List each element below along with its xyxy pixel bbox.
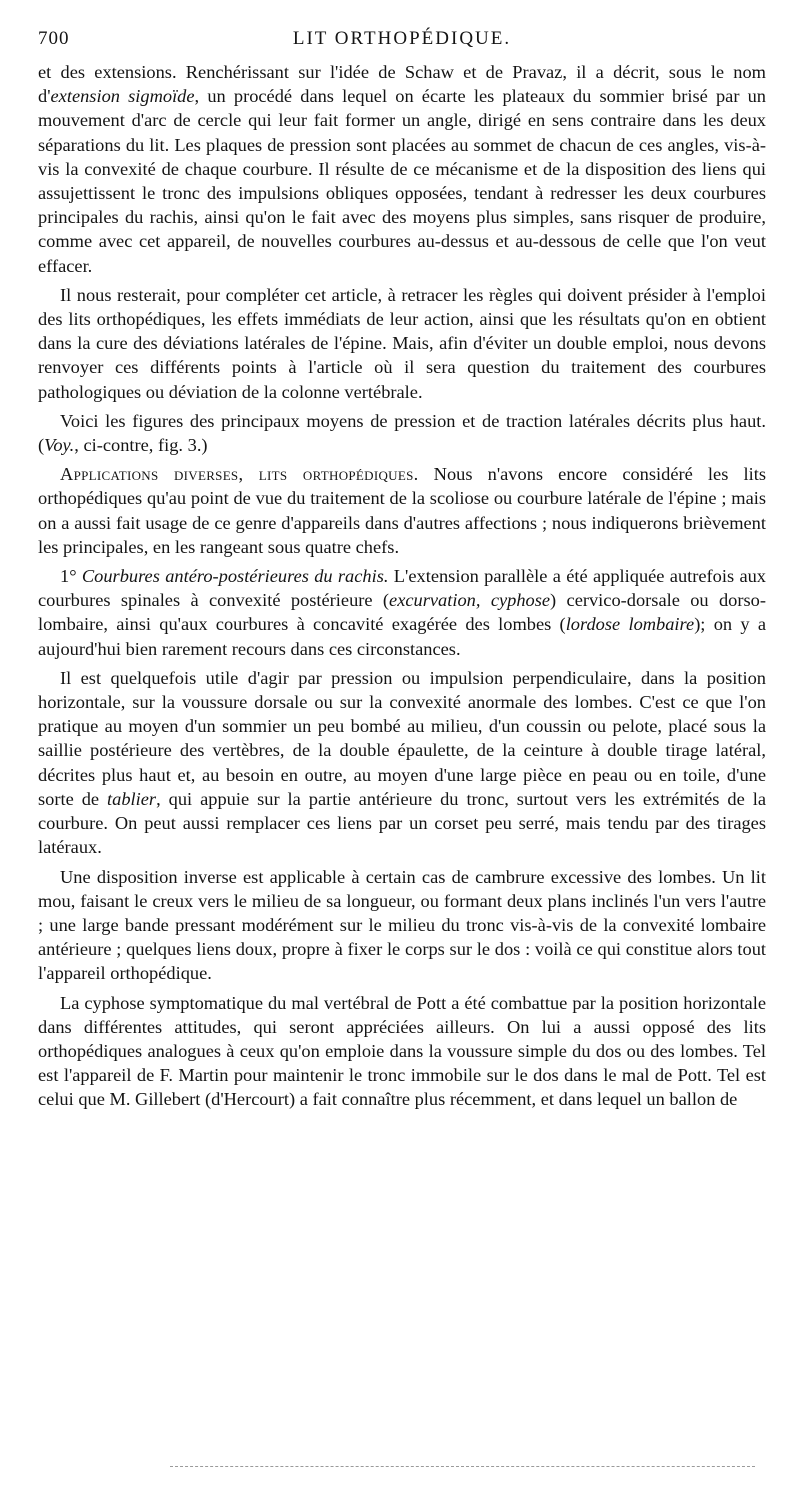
paragraph-6 [38, 666, 766, 860]
p5-italic-term-2: lordose lombaire [565, 614, 695, 635]
body-text [38, 60, 766, 1117]
p5-text-a: 1° [60, 566, 82, 587]
p2-text: Il nous resterait, pour compléter cet article, à retracer les règles qui doivent présider à l'emploi des lits orthopédiques, les effets immédiats de leur action, ainsi que les résultats qu'on en obtient dans la cure des déviations latérales de l'épine. Mais, afin d'éviter un double emploi, nous devons renvoyer ces différents points à l'article où il sera question du traitement des courbures pathologiques ou déviation de la colonne vertébrale. [38, 284, 766, 402]
p6-text-a: Il est quelquefois utile d'agir par pression ou impulsion perpendiculaire, dans la position horizontale, sur la voussure dorsale ou sur la convexité anormale des lombes. C'est ce que l'on pratique au moyen d'un sommier un peu bombé au milieu, d'un coussin ou pelote, placé sous la saillie postérieure des vertèbres, de la double épaulette, de la ceinture à double tirage latéral, décrites plus haut et, au besoin en outre, au moyen d'une large pièce en peau ou en toile, d'une sorte de [38, 667, 766, 809]
p8-text: La cyphose symptomatique du mal vertébral de Pott a été combattue par la position horizontale dans différentes attitudes, qui seront appréciées ailleurs. On lui a aussi opposé des lits orthopédiques analogues à ceux qu'on emploie dans la voussure simple du dos ou des lombes. Tel est l'appareil de F. Martin pour maintenir le tronc immobile sur le dos dans le mal de Pott. Tel est celui que M. Gillebert (d'Hercourt) a fait connaître plus récemment, et dans lequel un ballon de [38, 992, 766, 1110]
p4-text: Nous n'avons encore considéré les lits orthopédiques qu'au point de vue du traitement de la scoliose ou courbure latérale de l'épine ; mais on a aussi fait usage de ce genre d'appareils dans d'autres affections ; nous indiquerons brièvement les principales, en les rangeant sous quatre chefs. [38, 464, 766, 557]
paragraph-2 [38, 283, 766, 404]
paragraph-5 [38, 564, 766, 661]
p5-text-b: L'extension parallèle a été appliquée autrefois aux courbures spinales à convexité postérieure ( [38, 566, 766, 611]
running-header [38, 28, 766, 58]
p1-text-a: et des extensions. Renchérissant sur l'idée de Schaw et de Pravaz, il a décrit, sous le nom d' [38, 62, 766, 107]
section-heading-smallcaps: Applications diverses, lits orthopédiques. [60, 464, 419, 485]
paragraph-3 [38, 409, 766, 457]
p1-text-b: , un procédé dans lequel on écarte les plateaux du sommier brisé par un mouvement d'arc de cercle qui leur fait former un angle, dirigé en sens contraire dans les deux séparations du lit. Les plaques de pression sont placées au sommet de chacun de ces angles, vis-à-vis la convexité de chaque courbure. Il résulte de ce mécanisme et de la disposition des liens qui assujettissent le tronc des impulsions obliques opposées, tendant à redresser les deux courbures principales du rachis, ainsi qu'on le fait avec des moyens plus simples, sans risquer de produire, comme avec cet appareil, de nouvelles courbures au-dessus et au-dessous de celle que l'on veut effacer. [38, 86, 767, 276]
p7-text: Une disposition inverse est applicable à certain cas de cambrure excessive des lombes. Un lit mou, faisant le creux vers le milieu de sa longueur, ou formant deux plans inclinés l'un vers l'autre ; une large bande pressant modérément sur le milieu du tronc vis-à-vis de la convexité lombaire antérieure ; quelques liens doux, propre à fixer le corps sur le dos : voilà ce qui constitue alors tout l'appareil orthopédique. [38, 866, 766, 984]
p6-italic-term: tablier [107, 788, 157, 809]
p5-italic-term-1: excurvation, cyphose [389, 590, 551, 611]
paragraph-8 [38, 991, 766, 1112]
page-number: 700 [38, 28, 70, 49]
paragraph-4 [38, 462, 766, 559]
p5-text-d: ); on y a aujourd'hui bien rarement recours dans ces circonstances. [38, 614, 767, 659]
p1-italic-term: extension sigmoïde [50, 86, 195, 107]
p3-text-a: Voici les figures des principaux moyens de pression et de traction latérales décrits plus haut. ( [38, 410, 766, 456]
running-title: LIT ORTHOPÉDIQUE. [292, 28, 512, 49]
p5-text-c: ) cervico-dorsale ou dorso-lombaire, ainsi qu'aux courbures à concavité exagérée des lombes ( [38, 590, 766, 635]
p6-text-b: , qui appuie sur la partie antérieure du tronc, surtout vers les extrémités de la courbure. On peut aussi remplacer ces liens par un corset peu serré, mais tendu par des tirages latéraux. [38, 788, 766, 858]
paragraph-1 [38, 60, 766, 278]
bottom-faint-rule [170, 1466, 755, 1467]
p5-italic-heading: Courbures antéro-postérieures du rachis. [81, 566, 389, 587]
paragraph-7 [38, 865, 766, 986]
p3-italic-ref: Voy. [44, 435, 75, 456]
p3-text-b: , ci-contre, fig. 3.) [74, 435, 208, 456]
